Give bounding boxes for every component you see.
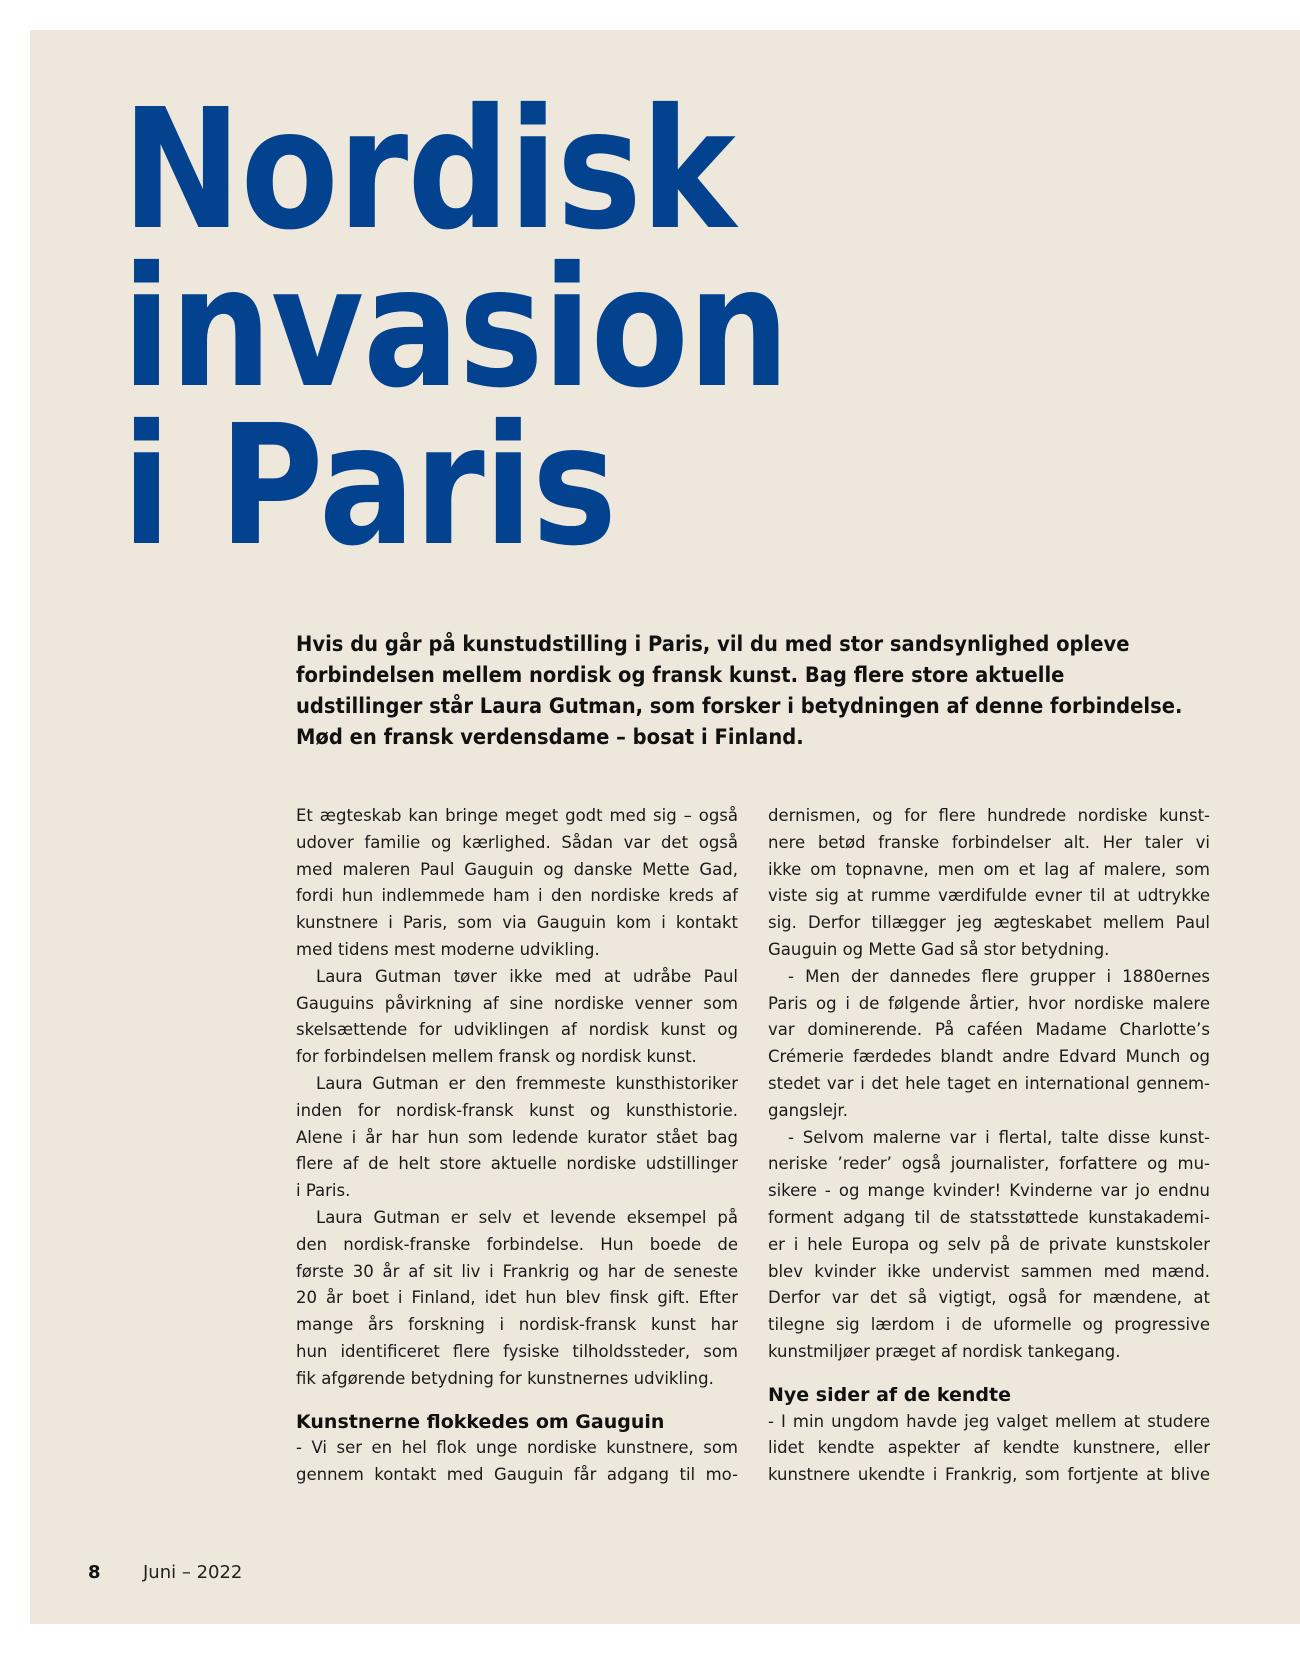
- body-line: sikere - og mange kvinder! Kvinderne var jo endnu: [768, 1181, 1210, 1201]
- body-line: Alene i år har hun som ledende kurator stået bag: [296, 1127, 738, 1147]
- body-line: Laura Gutman tøver ikke med at udråbe Paul: [316, 966, 738, 986]
- body-line: hun identificeret flere fysiske tilholdssteder, som: [296, 1341, 738, 1361]
- body-line: den nordisk-franske forbindelse. Hun boede de: [296, 1234, 738, 1254]
- body-line: Et ægteskab kan bringe meget godt med sig – også: [296, 806, 738, 825]
- body-line: nere betød franske forbindelser alt. Her taler vi: [768, 832, 1210, 852]
- body-line: lidet kendte aspekter af kendte kunstnere, eller: [768, 1438, 1210, 1458]
- body-line: flere af de helt store aktuelle nordiske udstillinger: [296, 1154, 738, 1174]
- body-line: - Selvom malerne var i flertal, talte disse kunst-: [788, 1127, 1210, 1147]
- body-line: var dominerende. På caféen Madame Charlotte’s: [768, 1020, 1210, 1040]
- title-line: i Paris: [122, 390, 617, 583]
- body-line: sig. Derfor tillægger jeg ægteskabet mellem Paul: [768, 913, 1210, 933]
- body-line: i Paris.: [296, 1181, 351, 1201]
- body-line: kunstmiljøer præget af nordisk tankegang.: [768, 1341, 1121, 1361]
- body-line: med tidens mest moderne udvikling.: [296, 939, 600, 959]
- body-line: Laura Gutman er selv et levende eksempel på: [316, 1207, 738, 1227]
- lead-line: Hvis du går på kunstudstilling i Paris, vil du med stor sandsynlighed opleve: [296, 632, 1130, 656]
- title-line: invasion: [122, 232, 789, 425]
- body-line: gangslejr.: [768, 1100, 848, 1120]
- body-line: Crémerie færdedes blandt andre Edvard Munch og: [768, 1047, 1210, 1067]
- body-line: fordi hun indlemmede ham i den nordiske kreds af: [296, 886, 738, 906]
- lead-line: forbindelsen mellem nordisk og fransk kunst. Bag flere store aktuelle: [296, 663, 1065, 687]
- body-line: mange års forskning i nordisk-fransk kunst har: [296, 1315, 738, 1335]
- body-line: for forbindelsen mellem fransk og nordisk kunst.: [296, 1047, 697, 1067]
- body-line: tilegne sig lærdom i de uformelle og progressive: [768, 1315, 1210, 1335]
- body-line: udover familie og kærlighed. Sådan var det også: [296, 832, 738, 852]
- body-line: Gauguin og Mette Gad så stor betydning.: [768, 939, 1110, 959]
- article-title: [122, 74, 789, 583]
- body-line: Derfor var det så vigtigt, også for mændene, at: [768, 1288, 1210, 1308]
- body-line: 20 år boet i Finland, idet hun blev finsk gift. Efter: [296, 1288, 738, 1308]
- lead-line: udstillinger står Laura Gutman, som forsker i betydningen af denne forbindelse.: [296, 694, 1183, 718]
- body-line: første 30 år af sit liv i Frankrig og har de seneste: [296, 1261, 738, 1281]
- body-line: viste sig at rumme værdifulde evner til at udtrykke: [768, 886, 1210, 906]
- body-line: stedet var i det hele taget en international gennem-: [768, 1073, 1210, 1093]
- body-column-left: [296, 803, 738, 1489]
- body-line: kunstnere i Paris, som via Gauguin kom i kontakt: [296, 913, 738, 933]
- body-line: med maleren Paul Gauguin og danske Mette Gad,: [296, 859, 738, 879]
- body-line: blev kvinder ikke undervist sammen med mænd.: [768, 1261, 1210, 1281]
- body-line: ikke om topnavne, men om et lag af malere, som: [768, 859, 1210, 879]
- page-number: 8: [88, 1562, 101, 1583]
- body-line: Paris og i de følgende årtier, hvor nordiske malere: [768, 993, 1210, 1013]
- body-line: fik afgørende betydning for kunstnernes udvikling.: [296, 1368, 714, 1388]
- body-column-right: [768, 803, 1210, 1489]
- body-line: dernismen, og for flere hundrede nordiske kunst-: [768, 806, 1210, 825]
- body-line: neriske ’reder’ også journalister, forfattere og mu-: [768, 1154, 1210, 1174]
- body-line: kunstnere ukendte i Frankrig, som fortjente at blive: [768, 1465, 1210, 1485]
- title-line: Nordisk: [122, 74, 735, 267]
- body-line: Gauguins påvirkning af sine nordiske venner som: [296, 993, 738, 1013]
- issue-date: Juni – 2022: [143, 1562, 243, 1583]
- body-line: forment adgang til de statsstøttede kunstakademi-: [768, 1207, 1210, 1227]
- body-line: skelsættende for udviklingen af nordisk kunst og: [296, 1020, 738, 1040]
- subheading: Nye sider af de kendte: [768, 1383, 1011, 1406]
- body-line: er i hele Europa og selv på de private kunstskoler: [768, 1234, 1210, 1254]
- subheading: Kunstnerne flokkedes om Gauguin: [296, 1410, 665, 1433]
- body-line: - I min ungdom havde jeg valget mellem at studere: [768, 1411, 1210, 1431]
- body-line: - Vi ser en hel flok unge nordiske kunstnere, som: [296, 1438, 738, 1458]
- body-line: inden for nordisk-fransk kunst og kunsthistorie.: [296, 1100, 738, 1120]
- body-line: - Men der dannedes flere grupper i 1880ernes: [788, 966, 1210, 986]
- lead-line: Mød en fransk verdensdame – bosat i Finland.: [296, 725, 804, 749]
- body-line: Laura Gutman er den fremmeste kunsthistoriker: [316, 1073, 738, 1093]
- article-lead: [296, 629, 1183, 753]
- body-line: gennem kontakt med Gauguin får adgang til mo-: [296, 1465, 738, 1485]
